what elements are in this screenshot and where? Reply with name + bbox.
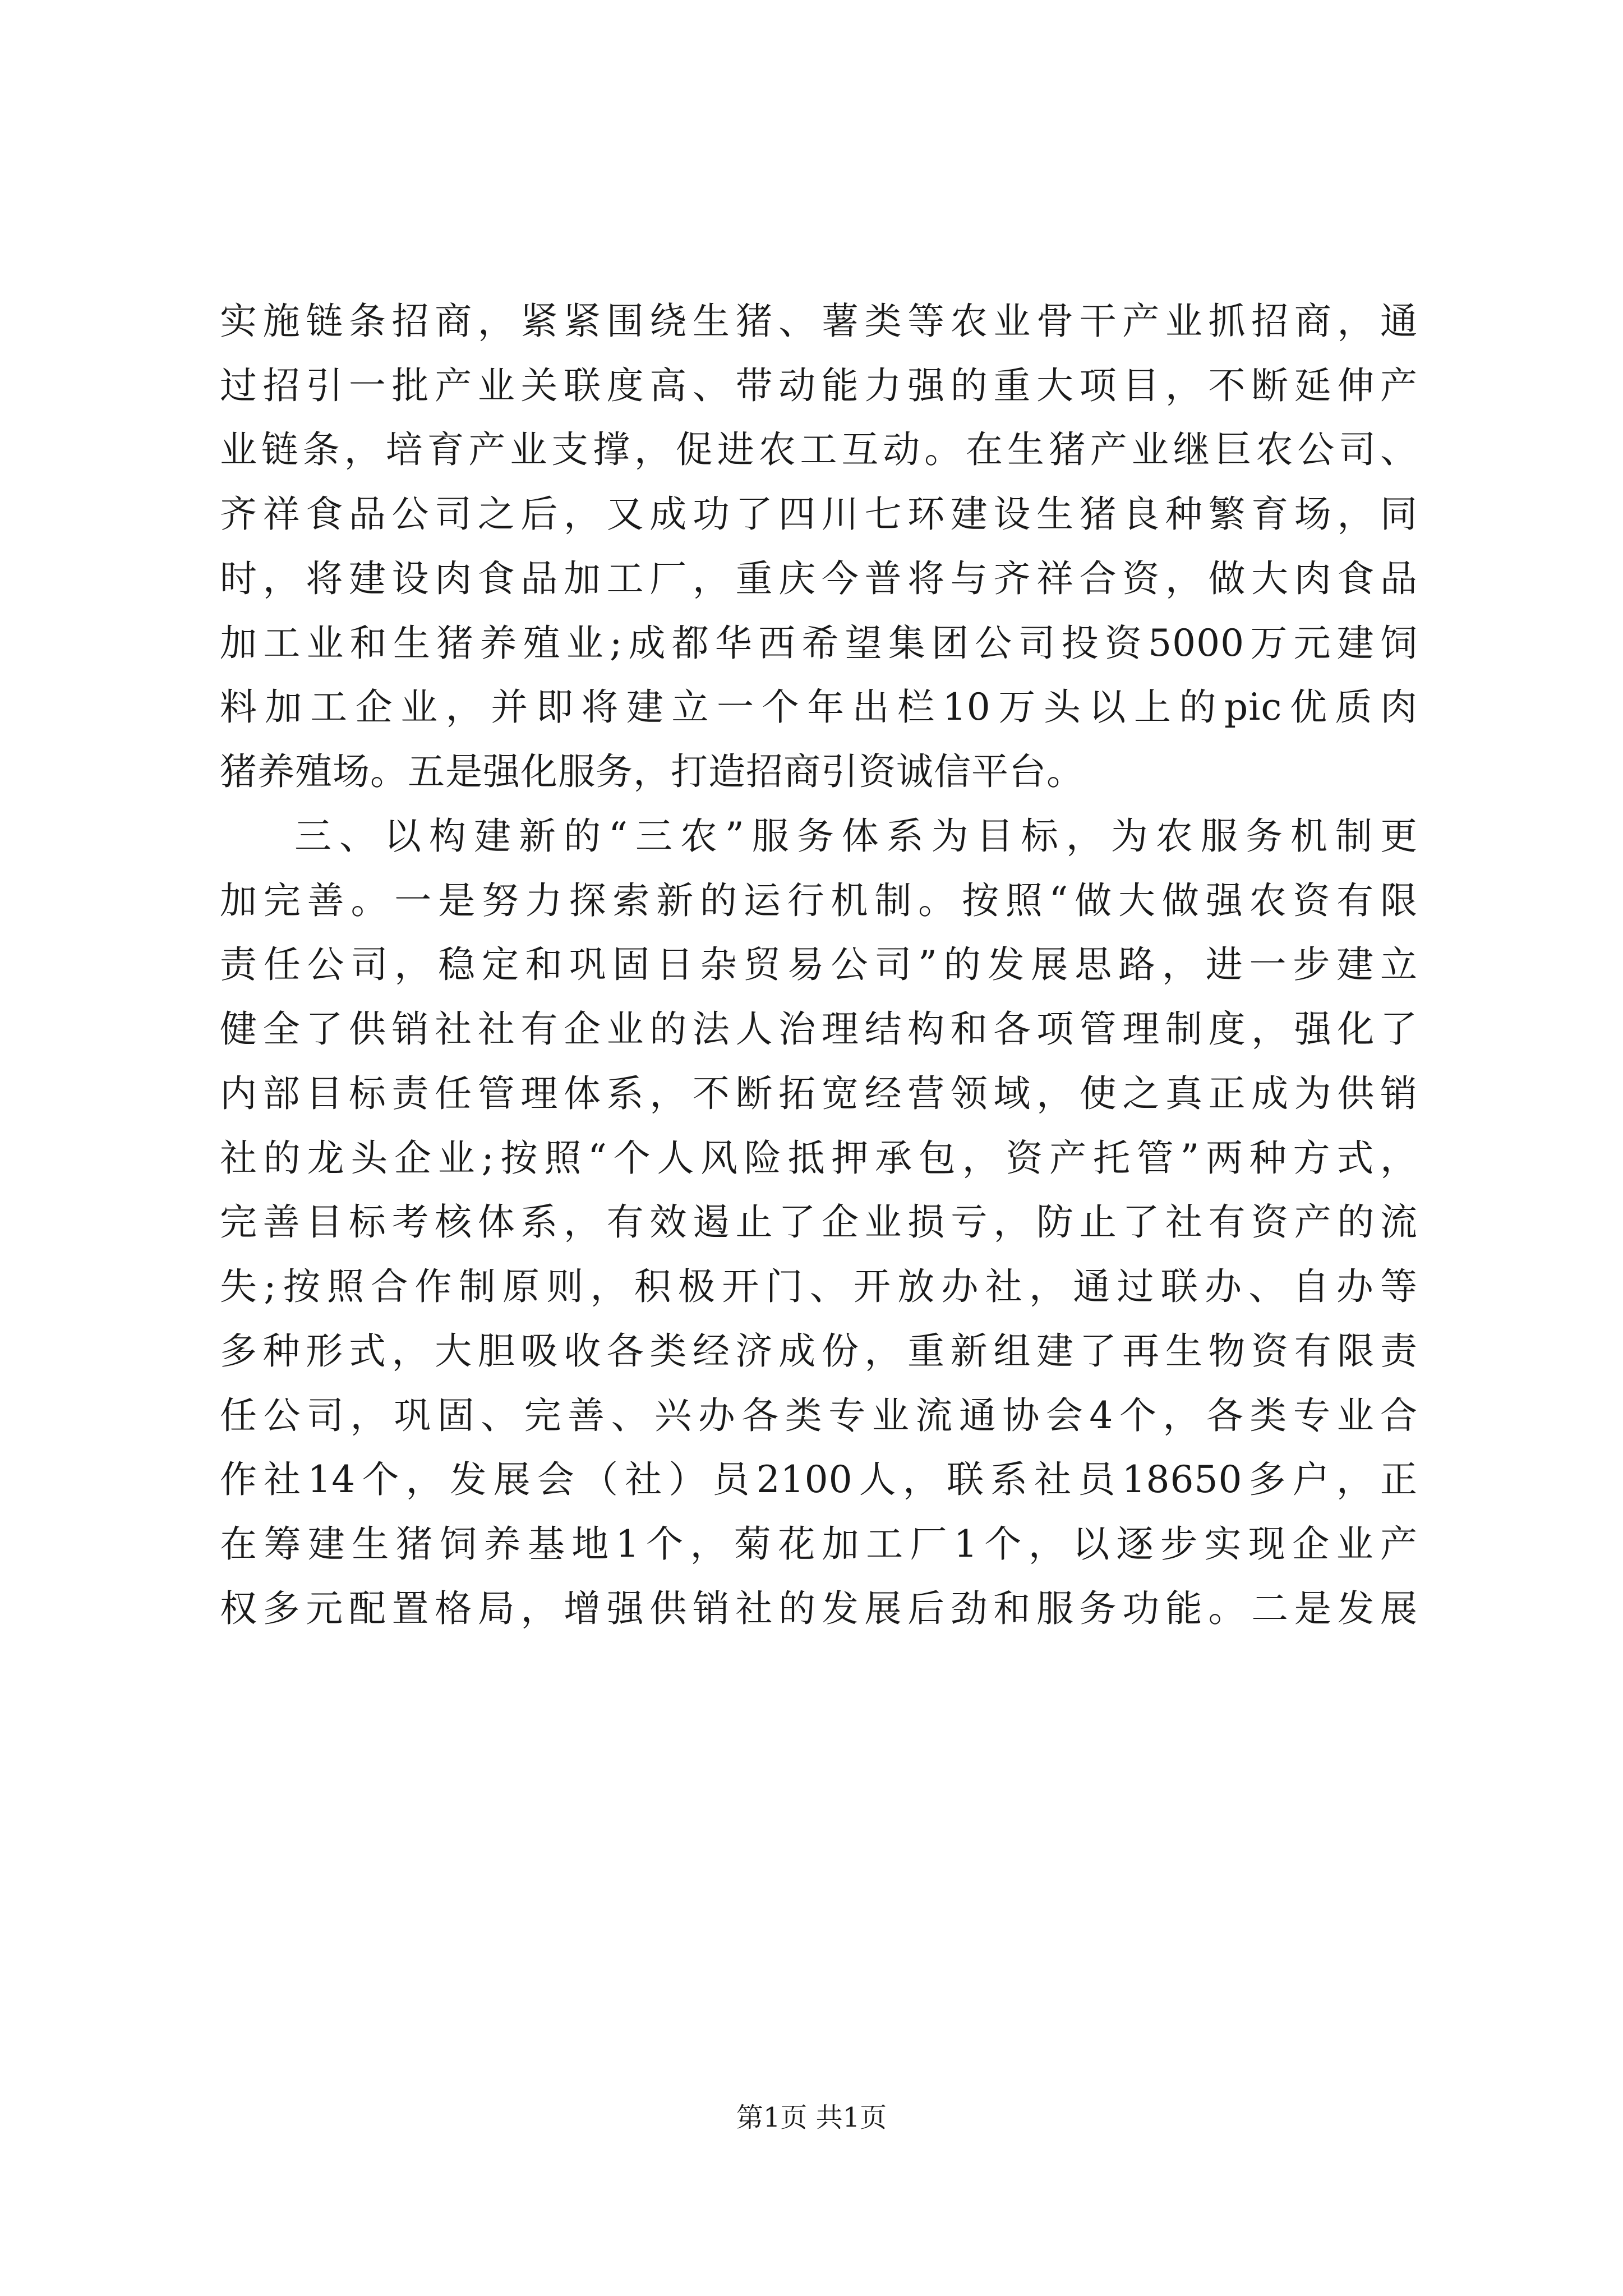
text-line: 责任公司，稳定和巩固日杂贸易公司”的发展思路，进一步建立 xyxy=(220,943,1418,986)
text-line: 社的龙头企业;按照“个人风险抵押承包，资产托管”两种方式， xyxy=(220,1137,1418,1180)
text-line: 业链条，培育产业支撑，促进农工互动。在生猪产业继巨农公司、 xyxy=(220,428,1418,471)
text-line: 任公司，巩固、完善、兴办各类专业流通协会4个，各类专业合 xyxy=(220,1394,1418,1437)
text-line: 完善目标考核体系，有效遏止了企业损亏，防止了社有资产的流 xyxy=(220,1200,1418,1244)
paragraph-first-line: 三、以构建新的“三农”服务体系为目标，为农服务机制更 xyxy=(294,815,1418,858)
text-line: 齐祥食品公司之后，又成功了四川七环建设生猪良种繁育场，同 xyxy=(220,493,1418,536)
text-line: 加工业和生猪养殖业;成都华西希望集团公司投资5000万元建饲 xyxy=(220,622,1418,665)
text-line: 过招引一批产业关联度高、带动能力强的重大项目，不断延伸产 xyxy=(220,364,1418,407)
text-line: 健全了供销社社有企业的法人治理结构和各项管理制度，强化了 xyxy=(220,1007,1418,1051)
text-line: 失;按照合作制原则，积极开门、开放办社，通过联办、自办等 xyxy=(220,1265,1418,1308)
text-line: 在筹建生猪饲养基地1个，菊花加工厂1个，以逐步实现企业产 xyxy=(220,1522,1418,1566)
text-line: 多种形式，大胆吸收各类经济成份，重新组建了再生物资有限责 xyxy=(220,1329,1418,1373)
page-footer: 第1页 共1页 xyxy=(736,2102,887,2133)
text-line: 内部目标责任管理体系，不断拓宽经营领域，使之真正成为供销 xyxy=(220,1072,1418,1115)
text-line: 猪养殖场。五是强化服务，打造招商引资诚信平台。 xyxy=(220,750,1084,793)
text-line: 时，将建设肉食品加工厂，重庆今普将与齐祥合资，做大肉食品 xyxy=(220,557,1418,600)
text-line: 加完善。一是努力探索新的运行机制。按照“做大做强农资有限 xyxy=(220,879,1418,922)
text-line: 权多元配置格局，增强供销社的发展后劲和服务功能。二是发展 xyxy=(220,1587,1418,1630)
text-line: 实施链条招商，紧紧围绕生猪、薯类等农业骨干产业抓招商，通 xyxy=(220,300,1418,343)
text-line: 料加工企业，并即将建立一个年出栏10万头以上的pic优质肉 xyxy=(220,685,1418,729)
text-line: 作社14个，发展会（社）员2100人，联系社员18650多户，正 xyxy=(220,1458,1418,1501)
